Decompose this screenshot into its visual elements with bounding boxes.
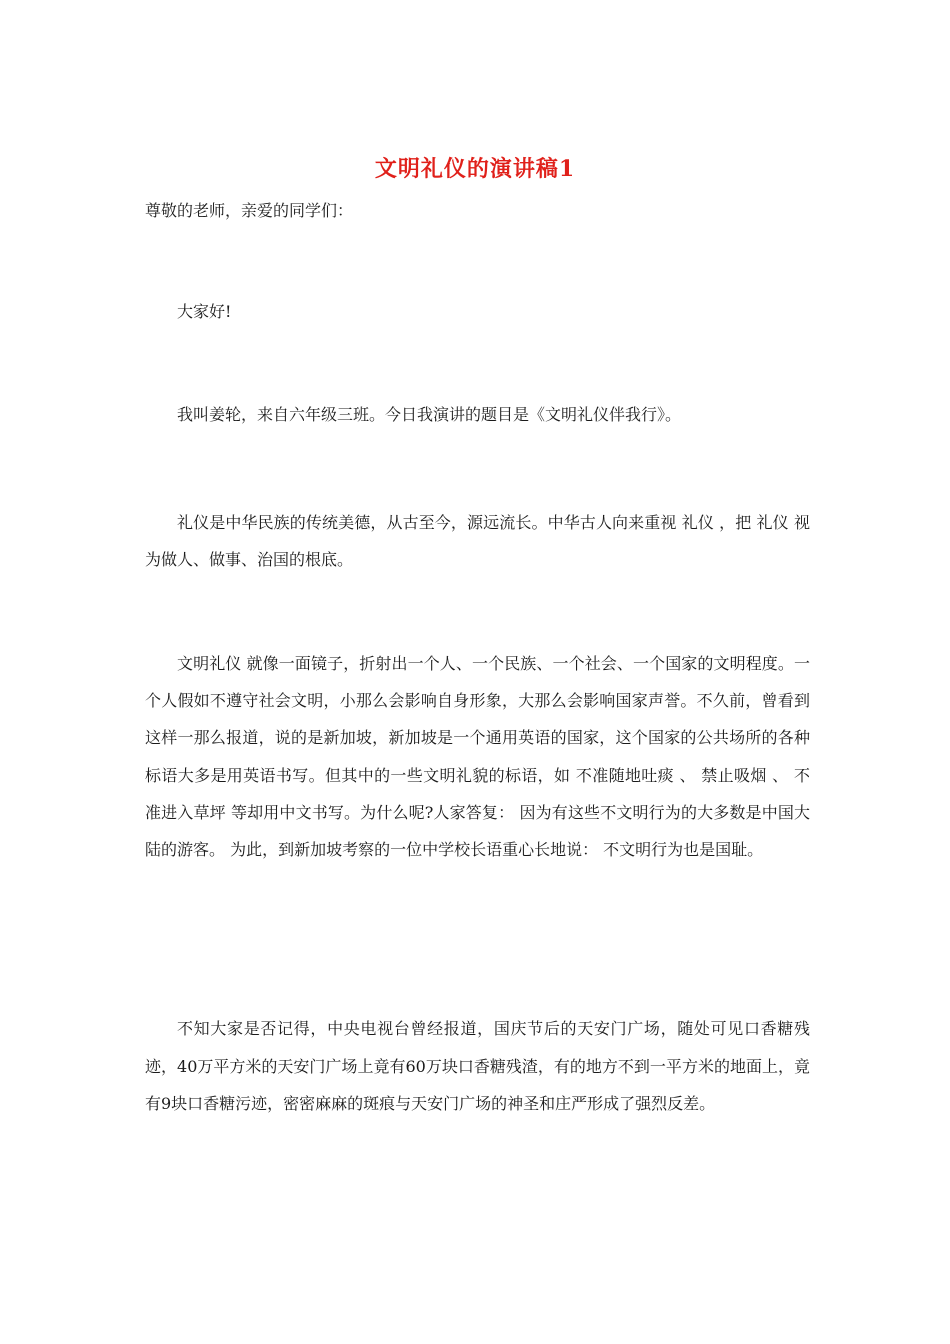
paragraph-4: 文明礼仪 就像一面镜子，折射出一个人、一个民族、一个社会、一个国家的文明程度。一个人假如不遵守社会文明，小那么会影响自身形象，大那么会影响国家声誉。不久前，曾看到这样一那么报道，说的是新加坡，新加坡是一个通用英语的国家，这个国家的公共场所的各种标语大多是用英语书写。但其中的一些文明礼貌的标语，如 不准随地吐痰 、 禁止吸烟 、 不准进入草坪 等却用中文书写。为什么呢?人家答复： 因为有这些不文明行为的大多数是中国大陆的游客。 为此，到新加坡考察的一位中学校长语重心长地说： 不文明行为也是国耻。 <box>145 654 810 860</box>
paragraph-2: 我叫姜轮，来自六年级三班。今日我演讲的题目是《文明礼仪伴我行》。 <box>177 405 682 424</box>
paragraph-5: 不知大家是否记得，中央电视台曾经报道，国庆节后的天安门广场，随处可见口香糖残迹，40万平方米的天安门广场上竟有60万块口香糖残渣，有的地方不到一平方米的地面上，竟有9块口香糖污迹，密密麻麻的斑痕与天安门广场的神圣和庄严形成了强烈反差。 <box>145 1019 810 1113</box>
greeting: 尊敬的老师，亲爱的同学们： <box>145 201 354 220</box>
document-title: 文明礼仪的演讲稿1 <box>374 156 576 182</box>
paragraph-1: 大家好! <box>177 302 232 321</box>
paragraph-3: 礼仪是中华民族的传统美德，从古至今，源远流长。中华古人向来重视 礼仪 ，把 礼仪 视为做人、做事、治国的根底。 <box>145 513 810 569</box>
